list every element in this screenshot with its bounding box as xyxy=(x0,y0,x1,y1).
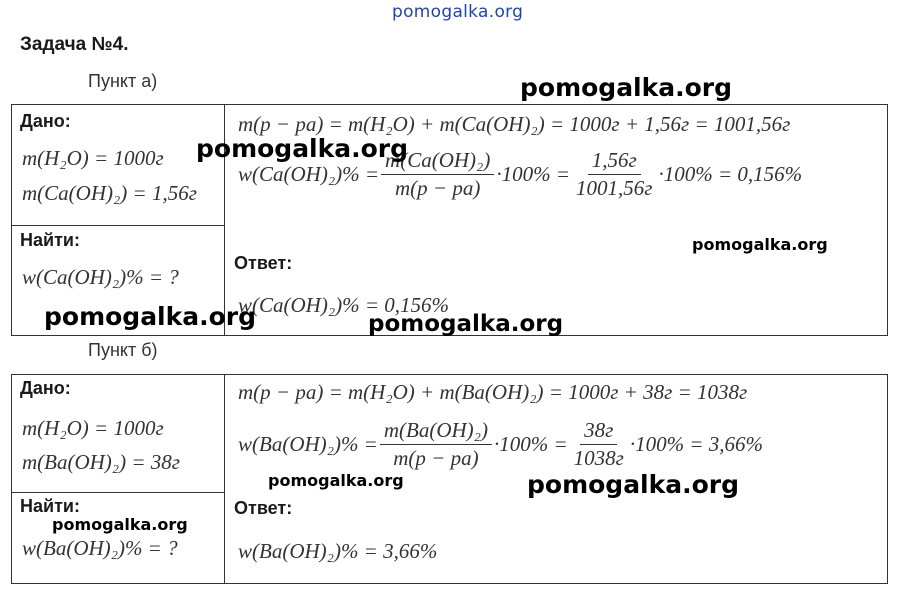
part-b-eq-lhs: w(Ba(OH)₂)% = xyxy=(238,432,378,456)
part-b-given-find-divider xyxy=(11,492,225,493)
top-watermark: pomogalka.org xyxy=(392,2,524,22)
watermark: pomogalka.org xyxy=(692,235,828,254)
part-b-solution-mass-equation: m(p − pa) = m(H₂O) + m(Ba(OH)₂) = 1000г + 38г = 1038г xyxy=(238,380,748,404)
part-a-solution-mass-equation: m(p − pa) = m(H₂O) + m(Ca(OH)₂) = 1000г + 1,56г = 1001,56г xyxy=(238,112,791,136)
part-b-given-water: m(H₂O) = 1000г xyxy=(22,416,164,440)
part-b-answer: w(Ba(OH)₂)% = 3,66% xyxy=(238,539,438,563)
watermark: pomogalka.org xyxy=(520,73,733,102)
part-a-find-fraction: w(Ca(OH)₂)% = ? xyxy=(22,265,179,289)
part-b-find-header: Найти: xyxy=(20,496,80,516)
part-a-value-denominator: 1001,56г xyxy=(576,176,653,200)
part-b-given-solute: m(Ba(OH)₂) = 38г xyxy=(22,450,180,474)
part-b-value-fraction xyxy=(570,418,628,471)
part-a-formula-numerator: m(Ca(OH)₂) xyxy=(381,148,494,175)
watermark: pomogalka.org xyxy=(268,471,404,490)
part-b-formula-denominator: m(p − pa) xyxy=(393,446,479,470)
part-b-value-numerator: 38г xyxy=(580,418,617,445)
part-a-given-water: m(H₂O) = 1000г xyxy=(22,146,164,170)
part-a-given-find-divider xyxy=(11,225,225,226)
watermark: pomogalka.org xyxy=(44,302,257,331)
part-b-value-denominator: 1038г xyxy=(573,446,624,470)
part-a-label: Пункт а) xyxy=(88,71,158,91)
watermark: pomogalka.org xyxy=(368,311,564,337)
part-b-divider xyxy=(224,374,225,584)
part-a-find-header: Найти: xyxy=(20,230,80,250)
part-b-fraction-equation xyxy=(238,418,763,471)
part-b-formula-fraction xyxy=(380,418,492,471)
part-b-given-header: Дано: xyxy=(20,378,71,398)
part-a-answer: w(Ca(OH)₂)% = 0,156% xyxy=(238,293,450,317)
part-b-eq-result: ·100% = 3,66% xyxy=(629,432,764,456)
part-b-eq-mid: ·100% = xyxy=(493,432,568,456)
part-a-value-numerator: 1,56г xyxy=(588,148,641,175)
part-a-eq-lhs: w(Ca(OH)₂)% = xyxy=(238,162,380,186)
part-a-eq-mid: ·100% = xyxy=(496,162,570,186)
part-b-answer-header: Ответ: xyxy=(234,498,293,518)
part-a-given-solute: m(Ca(OH)₂) = 1,56г xyxy=(22,181,197,205)
part-b-formula-numerator: m(Ba(OH)₂) xyxy=(380,418,492,445)
part-a-formula-denominator: m(p − pa) xyxy=(395,176,481,200)
part-b-find-fraction: w(Ba(OH)₂)% = ? xyxy=(22,536,178,560)
watermark: pomogalka.org xyxy=(52,515,188,534)
watermark: pomogalka.org xyxy=(527,470,740,499)
part-a-answer-header: Ответ: xyxy=(234,253,293,273)
part-a-given-header: Дано: xyxy=(20,111,71,131)
part-a-value-fraction xyxy=(572,148,656,201)
part-a-eq-result: ·100% = 0,156% xyxy=(658,162,803,186)
watermark: pomogalka.org xyxy=(196,134,409,163)
problem-title: Задача №4. xyxy=(20,34,129,55)
part-b-label: Пункт б) xyxy=(88,340,158,360)
